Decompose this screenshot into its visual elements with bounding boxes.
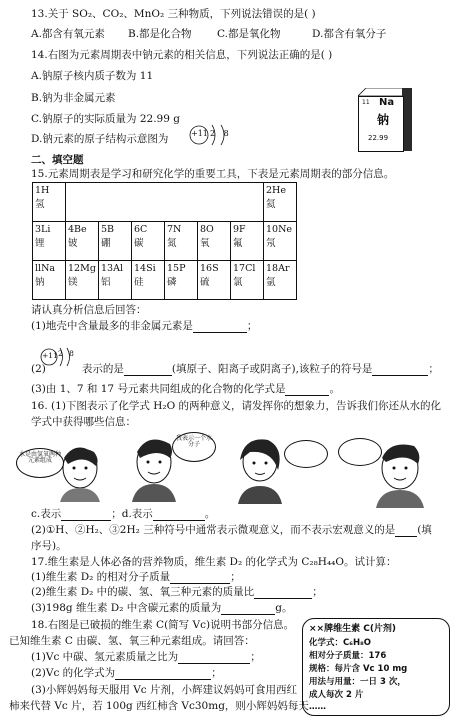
answer-blank[interactable] [115, 668, 211, 680]
q18-stem-line-1: 18.右图是已破损的维生素 C(简写 Vc)说明书部分信息。 [31, 619, 295, 631]
answer-blank[interactable] [170, 572, 230, 584]
atom-core-label: +11 [191, 129, 208, 138]
element-cell-ar: 18Ar 氩 [264, 261, 297, 300]
element-cell-ne: 10Ne 氖 [264, 222, 297, 261]
speech-bubble-a: 水是由氢氧两种元素组成 [16, 448, 64, 478]
answer-blank[interactable] [124, 364, 172, 376]
sodium-element-card [358, 88, 412, 150]
element-cell-b: 5B 硼 [99, 222, 132, 261]
element-cell-h: 1H 氢 [33, 183, 66, 222]
answer-blank[interactable] [153, 509, 205, 521]
label-ellipsis: …… [309, 702, 326, 712]
q15-stem: 15.元素周期表是学习和研究化学的重要工具，下表是元素周期表的部分信息。 [31, 168, 395, 180]
q13-option-c: C.都是氧化物 [217, 28, 281, 40]
cartoon-figure-a [14, 436, 110, 502]
q17-part-3: (3)198g 维生素 D₂ 中含碳元素的质量为 g。 [31, 602, 293, 614]
card-element-name: 钠 [377, 113, 390, 127]
speech-bubble-c [284, 440, 328, 468]
element-cell-cl: 17Cl 氯 [231, 261, 264, 300]
vitamin-c-label [302, 618, 450, 716]
answer-blank[interactable] [61, 509, 111, 521]
card-symbol: Na [379, 97, 395, 108]
answer-blank[interactable] [193, 321, 247, 333]
q17-part-1: (1)维生素 D₂ 的相对分子质量 ； [31, 571, 241, 583]
element-cell-li: 3Li 锂 [33, 222, 66, 261]
ion-core-label: +11 [42, 351, 58, 360]
q14-stem: 14.右图为元素周期表中钠元素的相关信息，下列说法正确的是( ) [31, 49, 333, 61]
speech-bubble-b: 我表示一个水分子 [172, 432, 216, 462]
element-cell-s: 16S 硫 [198, 261, 231, 300]
table-gap [66, 183, 264, 222]
card-front-face [358, 96, 404, 152]
q16-answer-line: c.表示 ；d.表示 。 [31, 508, 216, 520]
q13-option-d: D.都含有氧分子 [312, 28, 387, 40]
q13-option-a: A.都含有氧元素 [31, 28, 105, 40]
q14-option-b: B.钠为非金属元素 [31, 92, 116, 104]
answer-blank[interactable] [395, 525, 417, 537]
q15-part-1: (1)地壳中含量最多的非金属元素是 ； [31, 320, 258, 332]
cartoon-figure-c [222, 430, 334, 504]
q14-option-a: A.钠原子核内质子数为 11 [31, 70, 154, 82]
q18-part-1: (1)Vc 中碳、氢元素质量之比为 ； [31, 651, 261, 663]
element-cell-he: 2He 氦 [264, 183, 297, 222]
label-usage: 用法与用量：一日 3 次， [309, 677, 406, 687]
element-cell-o: 8O 氧 [198, 222, 231, 261]
cartoon-figure-d [336, 430, 446, 508]
card-atomic-number: 11 [362, 99, 370, 106]
card-atomic-mass: 22.99 [368, 134, 389, 142]
element-cell-n: 7N 氮 [165, 222, 198, 261]
element-cell-f: 9F 氟 [231, 222, 264, 261]
element-cell-c: 6C 碳 [132, 222, 165, 261]
element-cell-mg: 12Mg 镁 [66, 261, 99, 300]
sodium-atom-diagram [188, 122, 238, 148]
element-cell-al: 13Al 铝 [99, 261, 132, 300]
element-cell-p: 15P 磷 [165, 261, 198, 300]
section-2-title: 二、填空题 [31, 154, 84, 166]
table-row [33, 261, 297, 300]
q15-part-2: (2) 表示的是 (填原子、阳离子或阴离子),该粒子的符号是 ； [31, 363, 439, 375]
q17-stem: 17.维生素是人体必备的营养物质，维生素 D₂ 的化学式为 C₂₈H₄₄O。试计算： [31, 556, 397, 568]
label-molecular-mass: 相对分子质量：176 [309, 651, 387, 661]
q18-part-3-line-2: 柿来代替 Vc 片，若 100g 西红柿含 Vc30mg，则小辉妈妈每天 [9, 700, 309, 712]
answer-blank[interactable] [178, 652, 250, 664]
element-cell-na: llNa 钠 [33, 261, 66, 300]
answer-blank[interactable] [285, 384, 329, 396]
q18-part-3-line-1: (3)小辉妈妈每天服用 Vc 片剂，小辉建议妈妈可食用西红 [31, 684, 298, 696]
speech-bubble-d [338, 438, 382, 466]
q17-part-2: (2)维生素 D₂ 中的碳、氢、氧三种元素的质量比 ； [31, 586, 323, 598]
element-cell-be: 4Be 铍 [66, 222, 99, 261]
table-row [33, 183, 297, 222]
q15-part-3: (3)由 1、7 和 17 号元素共同组成的化合物的化学式是 。 [31, 383, 340, 395]
ion-shells-label: 2 8 [58, 349, 76, 358]
answer-blank[interactable] [254, 587, 312, 599]
label-specification: 规格：每片含 Vc 10 mg [309, 664, 408, 674]
table-row [33, 222, 297, 261]
q16-part-2: (2)①H、②H₂、③2H₂ 三种符号中通常表示微观意义，而不表示宏观意义的是 (填 [31, 524, 432, 536]
atom-shells-label: 2 8 [210, 129, 232, 138]
q13-option-b: B.都是化合物 [128, 28, 192, 40]
q14-option-d: D.钠元素的原子结构示意图为 [31, 133, 169, 145]
q18-stem-line-2: 已知维生素 C 由碳、氢、氧三种元素组成。请回答： [9, 635, 255, 647]
periodic-table [32, 182, 297, 300]
q14-option-c: C.钠原子的实际质量为 22.99 g [31, 113, 180, 125]
label-title: ××牌维生素 C(片剂) [309, 624, 397, 634]
q15-instruction: 请认真分析信息后回答： [31, 304, 147, 316]
label-formula: 化学式：C₆H₈O [309, 638, 372, 648]
q13-stem: 13.关于 SO₂、CO₂、MnO₂ 三种物质，下列说法错误的是( ) [31, 8, 316, 20]
answer-blank[interactable] [221, 603, 275, 615]
q16-stem-line-2: 学式中获得哪些信息： [31, 416, 136, 428]
q18-part-2: (2)Vc 的化学式为 ； [31, 667, 222, 679]
cartoon-figure-b [122, 426, 214, 502]
q16-stem-line-1: 16. (1)下图表示了化学式 H₂O 的两种意义，请发挥你的想象力，告诉我们你还从水的化 [31, 400, 442, 412]
q16-part-2-cont: 序号)。 [31, 540, 67, 552]
label-dose: 成人每次 2 片 [309, 690, 364, 700]
element-cell-si: 14Si 硅 [132, 261, 165, 300]
answer-blank[interactable] [372, 364, 428, 376]
